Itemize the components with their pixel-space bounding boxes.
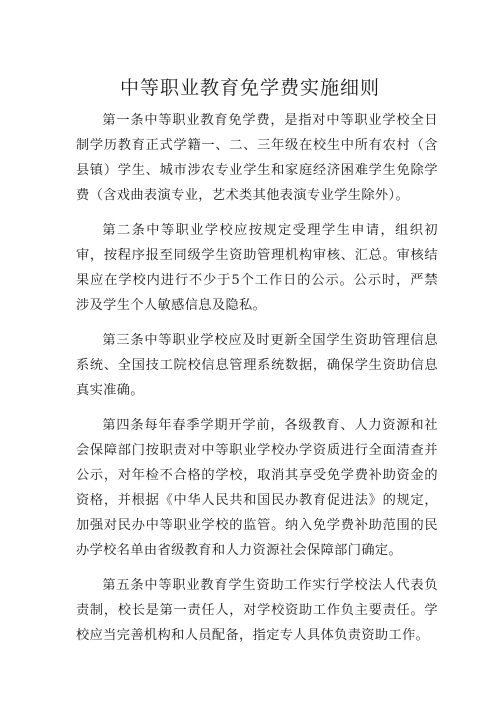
document-body <box>76 108 438 658</box>
article-3-paragraph: 第三条中等职业学校应及时更新全国学生资助管理信息系统、全国技工院校信息管理系统数据，确保学生资助信息真实准确。 <box>76 333 438 398</box>
article-4-paragraph: 第四条每年春季学期开学前，各级教育、人力资源和社会保障部门按职责对中等职业学校办学资质进行全面清查并公示，对年检不合格的学校，取消其享受免学费补助资金的资格，并根据《中华人民共和国民办教育促进法》的规定，加强对民办中等职业学校的监管。纳入免学费补助范围的民办学校名单由省级教育和人力资源社会保障部门确定。 <box>76 418 438 558</box>
article-1-paragraph: 第一条中等职业教育免学费，是指对中等职业学校全日制学历教育正式学籍一、二、三年级在校生中所有农村（含县镇）学生、城市涉农专业学生和家庭经济困难学生免除学费（含戏曲表演专业，艺术类其他表演专业学生除外）。 <box>76 113 438 203</box>
article-2-paragraph: 第二条中等职业学校应按规定受理学生申请，组织初审，按程序报至同级学生资助管理机构审核、汇总。审核结果应在学校内进行不少于5个工作日的公示。公示时，严禁涉及学生个人敏感信息及隐私。 <box>76 223 438 313</box>
article-5-paragraph: 第五条中等职业教育学生资助工作实行学校法人代表负责制，校长是第一责任人，对学校资助工作负主要责任。学校应当完善机构和人员配备，指定专人具体负责资助工作。 <box>76 578 438 643</box>
document-title: 中等职业教育免学费实施细则 <box>119 76 380 99</box>
